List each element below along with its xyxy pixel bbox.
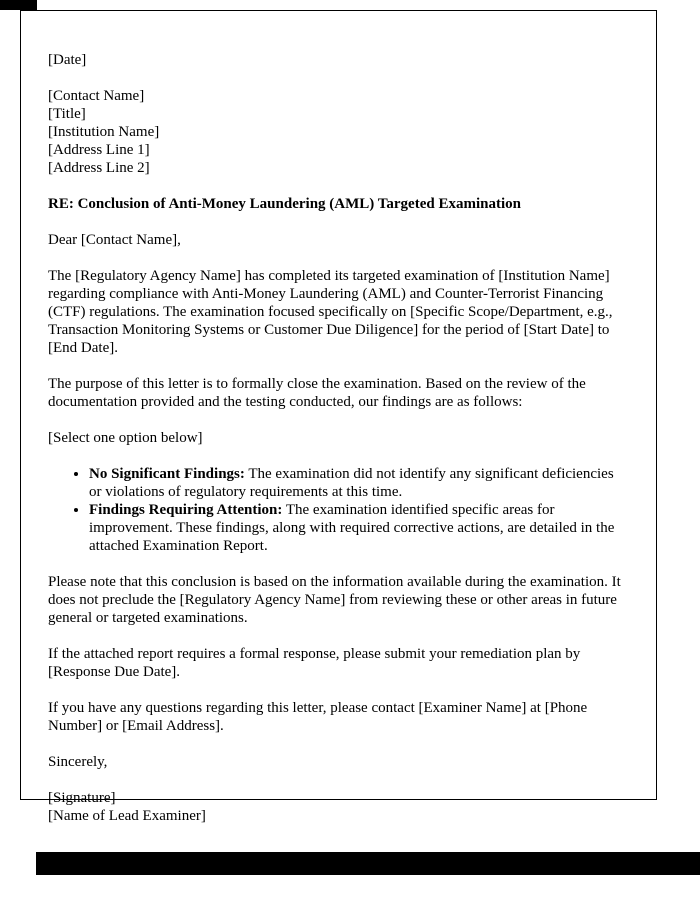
option-label: No Significant Findings:	[89, 466, 245, 482]
recipient-block	[48, 87, 629, 177]
salutation: Dear [Contact Name],	[48, 232, 181, 248]
recipient-title: [Title]	[48, 106, 86, 122]
paragraph-contact: If you have any questions regarding this letter, please contact [Examiner Name] at [Phone Number] or [Email Address].	[48, 700, 588, 734]
option-text: The examination did not identify any significant deficiencies or violations of regulatory requirements at this time.	[89, 466, 614, 500]
signature-placeholder: [Signature]	[48, 790, 116, 806]
date-line: [Date]	[48, 52, 87, 68]
option-text: The examination identified specific areas for improvement. These findings, along with required corrective actions, are detailed in the attached Examination Report.	[89, 502, 615, 554]
findings-options-list	[48, 465, 629, 555]
recipient-address-1: [Address Line 1]	[48, 142, 150, 158]
option-label: Findings Requiring Attention:	[89, 502, 283, 518]
scan-artifact-bottom	[36, 852, 700, 875]
select-option-note: [Select one option below]	[48, 430, 203, 446]
recipient-address-2: [Address Line 2]	[48, 160, 150, 176]
paragraph-purpose: The purpose of this letter is to formally close the examination. Based on the review of the documentation provided and the testing conducted, our findings are as follows:	[48, 376, 586, 410]
recipient-institution: [Institution Name]	[48, 124, 160, 140]
signature-block	[48, 789, 629, 825]
letter-page	[20, 10, 657, 824]
option-no-significant-findings	[89, 465, 629, 501]
letter-body	[48, 51, 629, 825]
paragraph-disclaimer: Please note that this conclusion is based on the information available during the examination. It does not preclude the [Regulatory Agency Name] from reviewing these or other areas in future general or targeted examinations.	[48, 574, 621, 626]
recipient-contact-name: [Contact Name]	[48, 88, 145, 104]
paragraph-remediation: If the attached report requires a formal response, please submit your remediation plan by [Response Due Date].	[48, 646, 581, 680]
paragraph-examination-summary: The [Regulatory Agency Name] has completed its targeted examination of [Institution Name] regarding compliance with Anti-Money Laundering (AML) and Counter-Terrorist Financing (CTF) regulations. The examination focused specifically on [Specific Scope/Department, e.g., Transaction Monitoring Systems or Customer Due Diligence] for the period of [Start Date] to [End Date].	[48, 268, 613, 356]
lead-examiner-name: [Name of Lead Examiner]	[48, 808, 206, 824]
option-findings-requiring-attention	[89, 501, 629, 555]
scan-artifact-top	[0, 0, 37, 10]
closing: Sincerely,	[48, 754, 108, 770]
subject-line: RE: Conclusion of Anti-Money Laundering (AML) Targeted Examination	[48, 196, 521, 212]
